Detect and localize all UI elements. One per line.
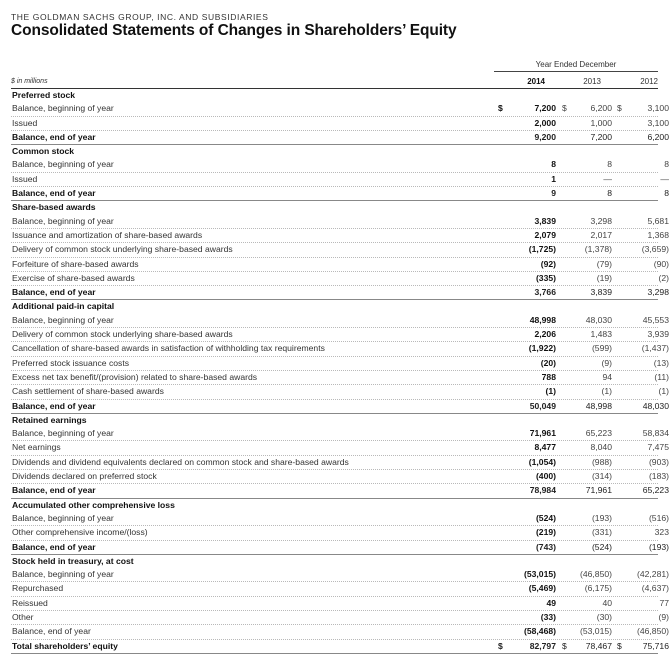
value-2013 [562,626,612,637]
cell-value: (3,659) [641,244,669,255]
value-2012 [617,273,669,284]
row-label: Balance, beginning of year [12,569,114,580]
value-2012 [617,287,669,298]
value-2014 [498,569,556,580]
cell-value: (79) [596,258,612,269]
company-name: THE GOLDMAN SACHS GROUP, INC. AND SUBSIDIARIES [11,12,269,22]
dollar-sign: $ [617,103,622,114]
cell-value: 77 [659,597,669,608]
cell-value: 5,681 [647,215,669,226]
value-2013 [562,230,612,241]
cell-value: (1) [658,386,669,397]
dollar-sign: $ [498,640,503,651]
cell-value: 58,834 [642,428,669,439]
section-heading-row [11,89,658,102]
cell-value: 3,839 [534,215,556,226]
row-label: Balance, end of year [12,188,96,199]
value-2012 [617,216,669,227]
value-2014 [498,457,556,468]
cell-value: (743) [535,541,556,552]
row-label: Balance, beginning of year [12,159,114,170]
cell-value: 82,797 [529,640,556,651]
cell-value: 7,475 [647,442,669,453]
section-heading-row [11,300,658,313]
cell-value: (219) [535,527,556,538]
row-label: Dividends declared on preferred stock [12,471,157,482]
cell-value: (11) [654,371,669,382]
cell-value: 8,477 [534,442,556,453]
value-2013 [562,372,612,383]
cell-value: (53,015) [579,626,612,637]
value-2013 [562,343,612,354]
table-row [11,286,669,300]
row-label: Balance, beginning of year [12,314,114,325]
cell-value: (53,015) [523,569,556,580]
value-2013 [562,471,612,482]
value-2013 [562,428,612,439]
cell-value: 2,017 [590,229,612,240]
cell-value: (20) [540,357,556,368]
cell-value: (400) [535,471,556,482]
row-label: Excess net tax benefit/(provision) related to share-based awards [12,371,258,382]
table-row [11,400,669,414]
section-heading: Additional paid-in capital [12,301,115,312]
section-heading: Share-based awards [12,202,96,213]
cell-value: 3,298 [590,215,612,226]
cell-value: 8 [664,159,669,170]
value-2014 [498,329,556,340]
value-2012 [617,471,669,482]
value-2012 [617,583,669,594]
section-heading: Retained earnings [12,414,87,425]
value-2014 [498,372,556,383]
cell-value: (516) [648,512,669,523]
value-2014 [498,230,556,241]
cell-value: (5,469) [528,583,556,594]
value-2014 [498,343,556,354]
cell-value: (19) [596,272,612,283]
cell-value: (524) [591,541,612,552]
value-2012 [617,527,669,538]
value-2012 [617,457,669,468]
dollar-sign: $ [498,103,503,114]
value-2013 [562,216,612,227]
cell-value: 1,483 [590,329,612,340]
row-label: Issued [12,117,38,128]
row-label: Reissued [12,597,48,608]
table-row [11,243,669,257]
value-2012 [617,159,669,170]
cell-value: 2,206 [534,329,556,340]
row-label: Balance, end of year [12,626,91,637]
value-2014 [498,287,556,298]
cell-value: 78,984 [529,485,556,496]
table-row [11,568,669,582]
value-2014 [498,174,556,185]
cell-value: 3,100 [647,117,669,128]
total-row [11,640,669,654]
value-2013 [562,401,612,412]
section-heading-row [11,555,658,568]
cell-value: (92) [540,258,556,269]
value-2014 [498,442,556,453]
value-2012 [617,315,669,326]
value-2012 [617,259,669,270]
value-2012 [617,230,669,241]
table-row [11,541,669,555]
statement-title: Consolidated Statements of Changes in Shareholders’ Equity [11,22,457,39]
cell-value: (1,922) [528,343,556,354]
value-2012 [617,118,669,129]
table-row [11,131,669,145]
value-2013 [562,569,612,580]
table-row [11,470,669,484]
cell-value: (46,850) [636,626,669,637]
value-2012 [617,513,669,524]
year-2013-header: 2013 [583,77,601,86]
cell-value: 2,000 [534,117,556,128]
row-label: Balance, beginning of year [12,512,114,523]
cell-value: 6,200 [647,131,669,142]
row-label: Forfeiture of share-based awards [12,258,139,269]
value-2012 [617,641,669,652]
table-row [11,385,669,399]
value-2014 [498,188,556,199]
cell-value: (335) [535,272,556,283]
row-label: Other comprehensive income/(loss) [12,527,148,538]
value-2012 [617,428,669,439]
cell-value: 8 [551,159,556,170]
value-2012 [617,358,669,369]
value-2013 [562,329,612,340]
cell-value: (4,637) [641,583,669,594]
row-label: Balance, beginning of year [12,103,114,114]
cell-value: — [660,173,669,184]
table-row [11,187,669,201]
cell-value: 45,553 [642,314,669,325]
value-2013 [562,386,612,397]
value-2014 [498,103,556,114]
cell-value: (1) [545,386,556,397]
row-label: Cash settlement of share-based awards [12,386,164,397]
section-heading: Common stock [12,146,75,157]
table-row [11,357,669,371]
units-label: $ in millions [11,78,48,85]
row-label: Balance, beginning of year [12,428,114,439]
value-2012 [617,612,669,623]
cell-value: 71,961 [585,485,612,496]
value-2012 [617,542,669,553]
value-2013 [562,174,612,185]
cell-value: 3,100 [647,103,669,114]
year-2012-header: 2012 [640,77,658,86]
cell-value: (331) [591,527,612,538]
value-2012 [617,401,669,412]
table-row [11,215,669,229]
value-2012 [617,132,669,143]
value-2012 [617,485,669,496]
cell-value: 48,998 [529,314,556,325]
cell-value: (46,850) [579,569,612,580]
value-2012 [617,442,669,453]
row-label: Balance, end of year [12,485,96,496]
row-label: Delivery of common stock underlying share-based awards [12,244,233,255]
cell-value: (2) [658,272,669,283]
value-2014 [498,132,556,143]
section-heading: Accumulated other comprehensive loss [12,499,175,510]
value-2013 [562,132,612,143]
value-2012 [617,372,669,383]
value-2014 [498,527,556,538]
row-label: Issuance and amortization of share-based awards [12,229,203,240]
value-2013 [562,457,612,468]
value-2013 [562,612,612,623]
cell-value: (524) [535,512,556,523]
section-heading-row [11,201,658,214]
dollar-sign: $ [562,640,567,651]
value-2014 [498,641,556,652]
cell-value: 78,467 [585,640,612,651]
row-label: Balance, end of year [12,541,96,552]
cell-value: 75,716 [642,640,669,651]
cell-value: (193) [648,541,669,552]
cell-value: (314) [591,471,612,482]
row-label: Other [12,611,34,622]
cell-value: 3,839 [590,287,612,298]
value-2013 [562,259,612,270]
cell-value: (42,281) [636,569,669,580]
value-2012 [617,386,669,397]
cell-value: 40 [602,597,612,608]
cell-value: (33) [540,611,556,622]
cell-value: — [603,173,612,184]
cell-value: 3,766 [534,287,556,298]
value-2014 [498,358,556,369]
value-2014 [498,513,556,524]
value-2014 [498,612,556,623]
row-label: Preferred stock issuance costs [12,357,130,368]
cell-value: (58,468) [523,626,556,637]
year-2014-header: 2014 [527,77,545,86]
value-2013 [562,287,612,298]
value-2012 [617,188,669,199]
cell-value: 1,000 [590,117,612,128]
value-2014 [498,244,556,255]
cell-value: 2,079 [534,229,556,240]
value-2014 [498,118,556,129]
cell-value: 323 [654,527,669,538]
cell-value: 65,223 [585,428,612,439]
equity-table [11,89,669,654]
cell-value: 7,200 [534,103,556,114]
cell-value: (1) [601,386,612,397]
row-label: Total shareholders’ equity [12,640,118,651]
section-heading: Preferred stock [12,90,76,100]
table-row [11,342,669,356]
row-label: Repurchased [12,583,64,594]
table-row [11,456,669,470]
cell-value: 8 [607,188,612,199]
value-2013 [562,188,612,199]
value-2014 [498,273,556,284]
table-row [11,328,669,342]
value-2012 [617,174,669,185]
value-2013 [562,542,612,553]
section-heading-row [11,145,658,158]
cell-value: (90) [653,258,669,269]
row-label: Cancellation of share-based awards in satisfaction of withholding tax requirements [12,343,325,354]
value-2014 [498,401,556,412]
value-2013 [562,442,612,453]
table-row [11,484,669,498]
cell-value: 788 [541,371,556,382]
row-label: Balance, beginning of year [12,215,114,226]
row-label: Exercise of share-based awards [12,272,135,283]
dollar-sign: $ [562,103,567,114]
cell-value: 8 [664,188,669,199]
cell-value: 94 [602,371,612,382]
value-2012 [617,598,669,609]
cell-value: 65,223 [642,485,669,496]
cell-value: (30) [596,611,612,622]
value-2013 [562,315,612,326]
cell-value: 48,998 [585,400,612,411]
value-2014 [498,428,556,439]
table-row [11,526,669,540]
value-2014 [498,626,556,637]
cell-value: 1 [551,173,556,184]
cell-value: 7,200 [590,131,612,142]
value-2014 [498,471,556,482]
cell-value: (1,054) [528,456,556,467]
value-2013 [562,598,612,609]
value-2014 [498,485,556,496]
cell-value: 1,368 [647,229,669,240]
table-row [11,229,669,243]
value-2013 [562,273,612,284]
cell-value: 3,298 [647,287,669,298]
value-2013 [562,485,612,496]
cell-value: 3,939 [647,329,669,340]
cell-value: 9,200 [534,131,556,142]
table-row [11,625,669,639]
cell-value: 6,200 [590,103,612,114]
row-label: Balance, end of year [12,400,96,411]
row-label: Issued [12,173,38,184]
table-row [11,258,669,272]
value-2012 [617,626,669,637]
cell-value: (6,175) [584,583,612,594]
value-2014 [498,542,556,553]
cell-value: 49 [546,597,556,608]
cell-value: (988) [591,456,612,467]
section-heading: Stock held in treasury, at cost [12,555,134,566]
value-2014 [498,216,556,227]
cell-value: (193) [591,512,612,523]
value-2014 [498,159,556,170]
cell-value: 48,030 [642,400,669,411]
table-row [11,611,669,625]
value-2013 [562,583,612,594]
value-2013 [562,244,612,255]
table-row [11,173,669,187]
cell-value: 8,040 [590,442,612,453]
value-2013 [562,513,612,524]
table-row [11,441,669,455]
table-row [11,117,669,131]
table-row [11,102,669,116]
table-row [11,272,669,286]
table-row [11,512,669,526]
value-2014 [498,583,556,594]
section-heading-row [11,499,658,512]
row-label: Dividends and dividend equivalents declared on common stock and share-based awards [12,456,349,467]
table-row [11,158,669,172]
row-label: Delivery of common stock underlying share-based awards [12,329,233,340]
table-row [11,371,669,385]
value-2012 [617,244,669,255]
table-row [11,314,669,328]
value-2012 [617,103,669,114]
section-heading-row [11,414,658,427]
cell-value: (9) [601,357,612,368]
cell-value: 50,049 [529,400,556,411]
value-2014 [498,315,556,326]
value-2013 [562,641,612,652]
row-label: Balance, end of year [12,131,96,142]
row-label: Net earnings [12,442,61,453]
cell-value: (903) [648,456,669,467]
cell-value: 9 [551,188,556,199]
value-2012 [617,569,669,580]
table-row [11,582,669,596]
value-2012 [617,329,669,340]
cell-value: 48,030 [585,314,612,325]
cell-value: (1,725) [528,244,556,255]
cell-value: (1,437) [641,343,669,354]
value-2014 [498,259,556,270]
period-underline [494,71,658,72]
cell-value: (1,378) [584,244,612,255]
value-2012 [617,343,669,354]
cell-value: 8 [607,159,612,170]
table-row [11,427,669,441]
value-2013 [562,358,612,369]
value-2013 [562,103,612,114]
value-2013 [562,159,612,170]
value-2013 [562,527,612,538]
period-label: Year Ended December [535,60,617,69]
value-2014 [498,598,556,609]
cell-value: (599) [591,343,612,354]
value-2013 [562,118,612,129]
dollar-sign: $ [617,640,622,651]
table-row [11,597,669,611]
row-label: Balance, end of year [12,287,96,298]
value-2014 [498,386,556,397]
cell-value: 71,961 [529,428,556,439]
cell-value: (183) [648,471,669,482]
cell-value: (13) [653,357,669,368]
cell-value: (9) [658,611,669,622]
